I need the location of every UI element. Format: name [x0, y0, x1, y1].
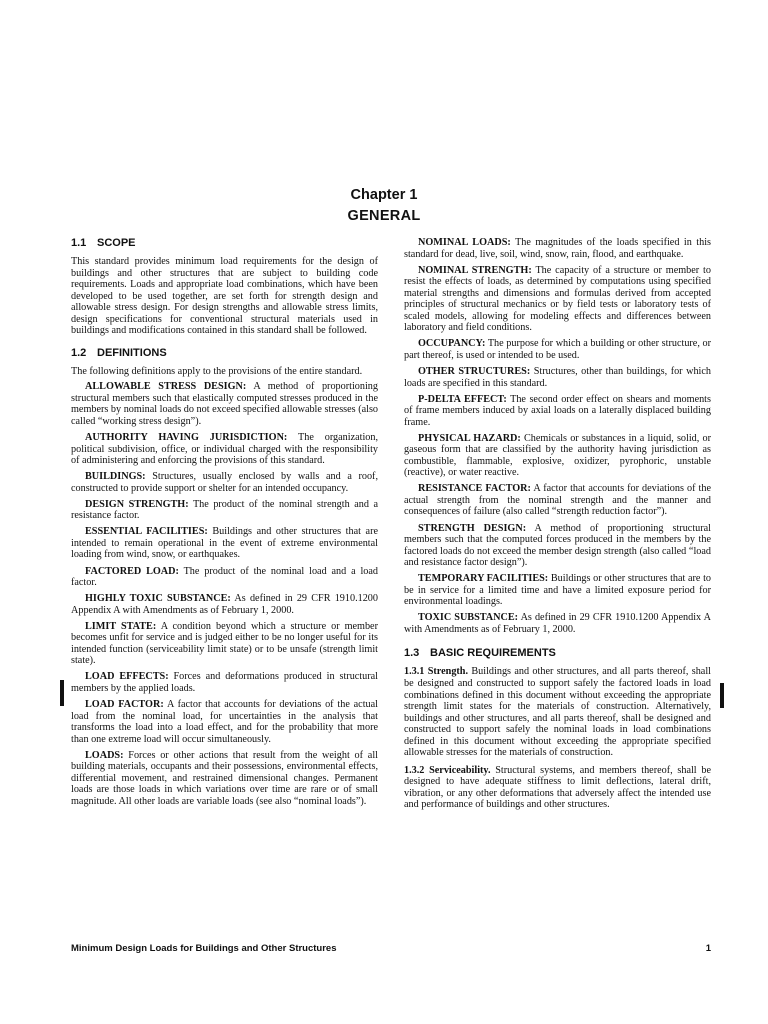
definition-term: NOMINAL LOADS:	[418, 237, 511, 248]
definition-item	[404, 483, 711, 518]
definition-text: A method of proportioning structural members such that elastically computed stresses produced in the members by nominal loads do not exceed specified allowable stresses (also called “working stress design”).	[71, 381, 378, 428]
definitions-intro: The following definitions apply to the provisions of the entire standard.	[71, 365, 363, 377]
definition-term: OTHER STRUCTURES:	[418, 365, 531, 377]
definition-text: The product of the nominal strength and a resistance factor.	[71, 498, 378, 522]
definition-item	[71, 499, 378, 522]
definition-item	[71, 432, 378, 467]
definition-item	[71, 750, 378, 808]
definition-item	[404, 612, 711, 635]
definition-text: A factor that accounts for deviations of the actual strength from the nominal strength and the manner and consequences of failure (also called “strength reduction factor”).	[404, 483, 711, 518]
subsection-text: Buildings and other structures, and all parts thereof, shall be designed and constructed to support safely the factored loads in load combinations defined in this document without exceeding the appropriate strength limit states for the materials of construction. Alternatively, buildings and other structures, and all parts thereof, shall be designed and constructed to support safely the nominal loads in load combinations defined in this document without exceeding the appropriate specified allowable stresses for the materials of construction.	[404, 666, 711, 759]
subsection-title: 1.3.1 Strength.	[404, 666, 469, 678]
definition-item	[404, 523, 711, 569]
section-heading-scope	[71, 237, 378, 250]
strength-paragraph	[404, 666, 711, 758]
definition-text: Forces and deformations produced in structural members by the applied loads.	[71, 671, 378, 694]
footer-title: Minimum Design Loads for Buildings and Other Structures	[71, 943, 337, 954]
definition-item	[71, 593, 378, 616]
subsection-text: Structural systems, and members thereof, shall be designed to have adequate stiffness to limit deflections, lateral drift, vibration, or any other deformations that adversely affect the intended use and performance of buildings and other structures.	[404, 764, 711, 811]
subsection-title: 1.3.2 Serviceability.	[404, 764, 491, 776]
definition-item	[404, 338, 711, 361]
definition-text: Structures, usually enclosed by walls and a roof, constructed to provide support or shelter for an intended occupancy.	[71, 471, 378, 494]
definition-term: LOAD FACTOR:	[85, 699, 164, 710]
definition-text: As defined in 29 CFR 1910.1200 Appendix A with Amendments as of February 1, 2000.	[71, 593, 378, 616]
definition-term: PHYSICAL HAZARD:	[418, 432, 521, 444]
definition-text: Structures, other than buildings, for which loads are specified in this standard.	[404, 365, 711, 389]
right-column	[404, 237, 711, 817]
definition-text: Chemicals or substances in a liquid, solid, or gaseous form that are classified by the authority having jurisdiction as combustible, flammable, explosive, oxidizer, pyrophoric, unstable (reactive), or water reactive.	[404, 432, 711, 479]
definition-item	[404, 366, 711, 389]
revision-bar	[720, 683, 724, 708]
scope-paragraph: This standard provides minimum load requirements for the design of buildings and other structures that are subject to building code requirements. Loads and appropriate load combinations, which have been developed to be used together, are set forth for strength design and allowable stress design. For design strengths and allowable stress limits, design specifications for conventional structural materials used in buildings and modifications contained in this standard shall be followed.	[71, 256, 378, 337]
revision-bar	[60, 680, 64, 706]
definition-item	[404, 237, 711, 260]
definition-term: P-DELTA EFFECT:	[418, 393, 507, 405]
chapter-header	[0, 186, 768, 226]
definition-item	[71, 526, 378, 561]
definition-item	[71, 699, 378, 745]
definition-term: AUTHORITY HAVING JURISDICTION:	[85, 432, 288, 444]
definition-text: The magnitudes of the loads specified in this standard for dead, live, soil, wind, snow, rain, flood, and earthquake.	[404, 237, 711, 260]
section-heading-definitions	[71, 347, 378, 360]
definition-term: TOXIC SUBSTANCE:	[418, 612, 519, 624]
page-number: 1	[705, 943, 711, 954]
definition-term: LOADS:	[85, 749, 124, 761]
definition-item	[71, 471, 378, 494]
definition-term: STRENGTH DESIGN:	[418, 522, 527, 534]
section-title: DEFINITIONS	[97, 346, 167, 359]
definition-item	[404, 573, 711, 608]
definition-text: The organization, political subdivision, office, or individual charged with the responsibility of administering and enforcing the provisions of this standard.	[71, 432, 379, 467]
section-number: 1.3	[404, 647, 420, 660]
chapter-title: GENERAL	[347, 208, 421, 224]
chapter-number: Chapter 1	[350, 187, 418, 203]
serviceability-paragraph	[404, 765, 711, 811]
definition-term: LOAD EFFECTS:	[85, 671, 169, 683]
definition-text: Forces or other actions that result from the weight of all building materials, occupants and their possessions, environmental effects, differential movement, and restrained dimensional changes. Permanent loads are those loads in which variations over time are rare or of small magnitude. All other loads are variable loads (see also “nominal loads”).	[71, 749, 378, 807]
definition-text: As defined in 29 CFR 1910.1200 Appendix A with Amendments as of February 1, 2000.	[404, 612, 711, 635]
left-column	[71, 237, 378, 812]
definition-term: TEMPORARY FACILITIES:	[418, 573, 549, 585]
definition-item	[71, 621, 378, 667]
definition-text: Buildings and other structures that are intended to remain operational in the event of extreme environmental loading from wind, snow, or earthquakes.	[71, 526, 378, 561]
definition-text: The second order effect on shears and moments of frame members induced by axial loads on a laterally displaced building frame.	[404, 393, 711, 428]
definition-item	[71, 671, 378, 694]
definition-term: HIGHLY TOXIC SUBSTANCE:	[85, 593, 231, 605]
definition-item	[71, 381, 378, 427]
definition-item	[404, 265, 711, 334]
definition-term: RESISTANCE FACTOR:	[418, 483, 531, 495]
definition-term: LIMIT STATE:	[85, 620, 157, 632]
definition-item	[404, 394, 711, 429]
definition-term: FACTORED LOAD:	[85, 565, 179, 577]
definition-text: A factor that accounts for deviations of the actual load from the nominal load, for uncertainties in the analysis that transforms the load into a load effect, and for the probability that more than one extreme load will occur simultaneously.	[71, 699, 378, 745]
definition-text: A condition beyond which a structure or member becomes unfit for service and is judged either to be no longer useful for its intended function (serviceability limit state) or to be unsafe (strength limit state).	[71, 620, 378, 667]
section-number: 1.2	[71, 346, 87, 359]
definition-term: DESIGN STRENGTH:	[85, 498, 189, 510]
section-heading-basic-requirements	[404, 647, 711, 660]
definition-term: BUILDINGS:	[85, 471, 146, 483]
definition-term: ALLOWABLE STRESS DESIGN:	[85, 381, 247, 393]
definition-text: The purpose for which a building or other structure, or part thereof, is used or intended to be used.	[404, 338, 711, 361]
section-number: 1.1	[71, 237, 87, 249]
definition-text: The capacity of a structure or member to resist the effects of loads, as determined by computations using specified material strengths and dimensions and formulas derived from accepted principles of structural mechanics or by field tests or laboratory tests of scaled models, allowing for modeling effects and differences between laboratory and field conditions.	[404, 264, 711, 334]
definition-term: NOMINAL STRENGTH:	[418, 264, 532, 276]
definition-text: Buildings or other structures that are to be in service for a limited time and have a limited exposure period for environmental loadings.	[404, 573, 712, 608]
definition-term: OCCUPANCY:	[418, 338, 486, 350]
definition-term: ESSENTIAL FACILITIES:	[85, 526, 208, 538]
section-title: BASIC REQUIREMENTS	[430, 647, 556, 660]
definition-item	[71, 566, 378, 589]
definition-text: The product of the nominal load and a load factor.	[71, 565, 378, 589]
definition-text: A method of proportioning structural members such that the computed forces produced in the members by the factored loads do not exceed the member design strength (also called “load and resistance factor design”).	[404, 522, 711, 569]
section-title: SCOPE	[97, 237, 136, 249]
definition-item	[404, 433, 711, 479]
